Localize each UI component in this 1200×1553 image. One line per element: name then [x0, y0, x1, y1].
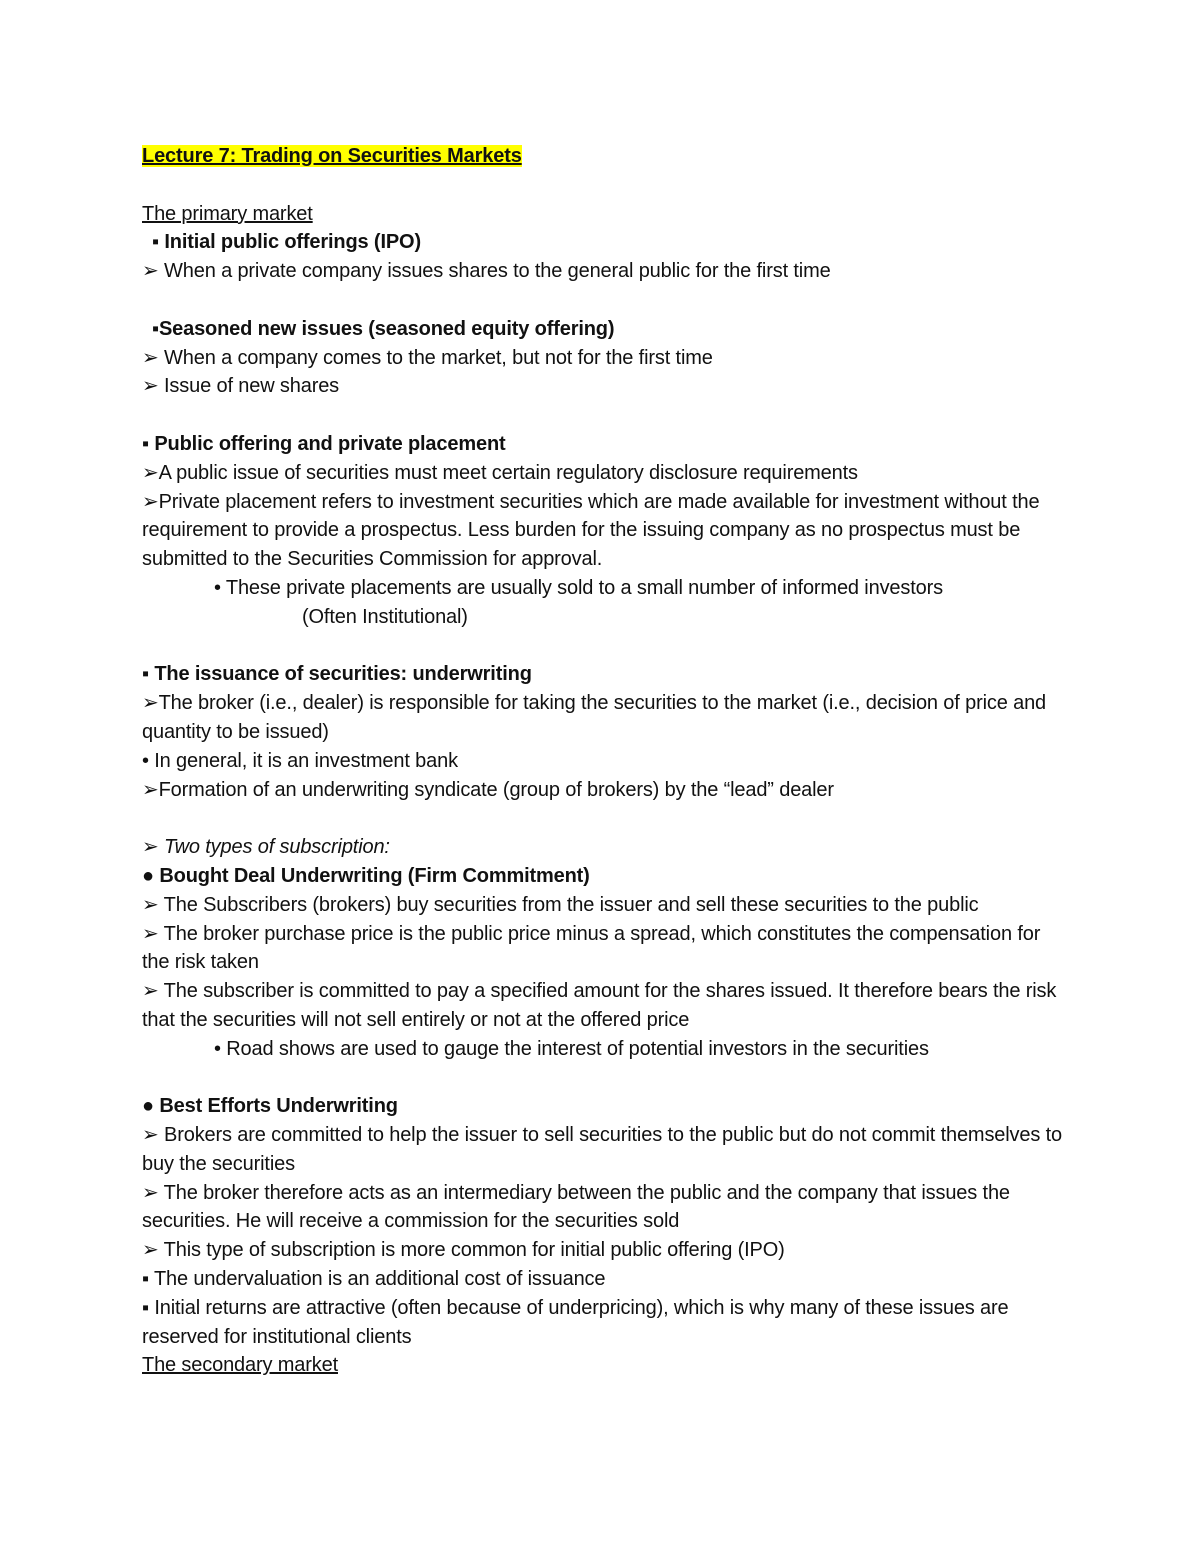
lecture-title: Lecture 7: Trading on Securities Markets	[142, 145, 522, 167]
best-efforts-line-3: ➢ This type of subscription is more common for initial public offering (IPO)	[142, 1239, 785, 1262]
public-private-sub-1: • These private placements are usually sold to a small number of informed investors	[214, 576, 943, 599]
spacer	[142, 401, 1072, 430]
spacer	[142, 286, 1072, 315]
bought-deal-heading: ● Bought Deal Underwriting (Firm Commitment)	[142, 864, 590, 887]
title-line	[142, 142, 1072, 171]
spacer	[142, 804, 1072, 833]
best-efforts-line-1: ➢ Brokers are committed to help the issuer to sell securities to the public but do not commit themselves to buy the securities	[142, 1124, 1063, 1175]
underwriting-line-2: • In general, it is an investment bank	[142, 749, 458, 772]
public-private-sub-2: (Often Institutional)	[302, 605, 468, 628]
seasoned-line-1: ➢ When a company comes to the market, but not for the first time	[142, 346, 713, 369]
spacer	[142, 171, 1072, 200]
best-efforts-line-5: ▪ Initial returns are attractive (often because of underpricing), which is why many of these issues are reserved for institutional clients	[142, 1296, 1009, 1348]
spacer	[142, 1064, 1072, 1093]
public-private-line-2: ➢Private placement refers to investment securities which are made available for investment without the requirement to provide a prospectus. Less burden for the issuing company as no prospectus must be submitted to the Securities Commission for approval.	[142, 490, 1040, 571]
secondary-market-heading: The secondary market	[142, 1354, 338, 1377]
best-efforts-line-2: ➢ The broker therefore acts as an intermediary between the public and the company that issues the securities. He will receive a commission for the securities sold	[142, 1181, 1010, 1233]
bought-deal-line-1: ➢ The Subscribers (brokers) buy securities from the issuer and sell these securities to the public	[142, 893, 979, 916]
primary-market-heading: The primary market	[142, 202, 313, 225]
underwriting-line-3: ➢Formation of an underwriting syndicate (group of brokers) by the “lead” dealer	[142, 778, 834, 801]
bought-deal-line-3: ➢ The subscriber is committed to pay a specified amount for the shares issued. It therefore bears the risk that the securities will not sell entirely or not at the offered price	[142, 980, 1057, 1031]
spacer	[142, 632, 1072, 661]
document-body	[142, 142, 1072, 1380]
subscription-intro: ➢ Two types of subscription:	[142, 836, 390, 859]
bought-deal-sub-1: • Road shows are used to gauge the interest of potential investors in the securities	[214, 1037, 929, 1060]
best-efforts-heading: ● Best Efforts Underwriting	[142, 1095, 398, 1118]
seasoned-heading: ▪Seasoned new issues (seasoned equity offering)	[152, 317, 615, 340]
best-efforts-line-4: ▪ The undervaluation is an additional cost of issuance	[142, 1268, 606, 1291]
ipo-heading: ▪ Initial public offerings (IPO)	[152, 231, 421, 254]
seasoned-line-2: ➢ Issue of new shares	[142, 375, 340, 398]
underwriting-heading: ▪ The issuance of securities: underwriting	[142, 663, 532, 686]
ipo-line-1: ➢ When a private company issues shares to the general public for the first time	[142, 260, 831, 283]
public-private-heading: ▪ Public offering and private placement	[142, 432, 506, 455]
public-private-line-1: ➢A public issue of securities must meet certain regulatory disclosure requirements	[142, 461, 858, 484]
bought-deal-line-2: ➢ The broker purchase price is the public price minus a spread, which constitutes the compensation for the risk taken	[142, 922, 1041, 974]
underwriting-line-1: ➢The broker (i.e., dealer) is responsible for taking the securities to the market (i.e., decision of price and quantity to be issued)	[142, 692, 1047, 743]
